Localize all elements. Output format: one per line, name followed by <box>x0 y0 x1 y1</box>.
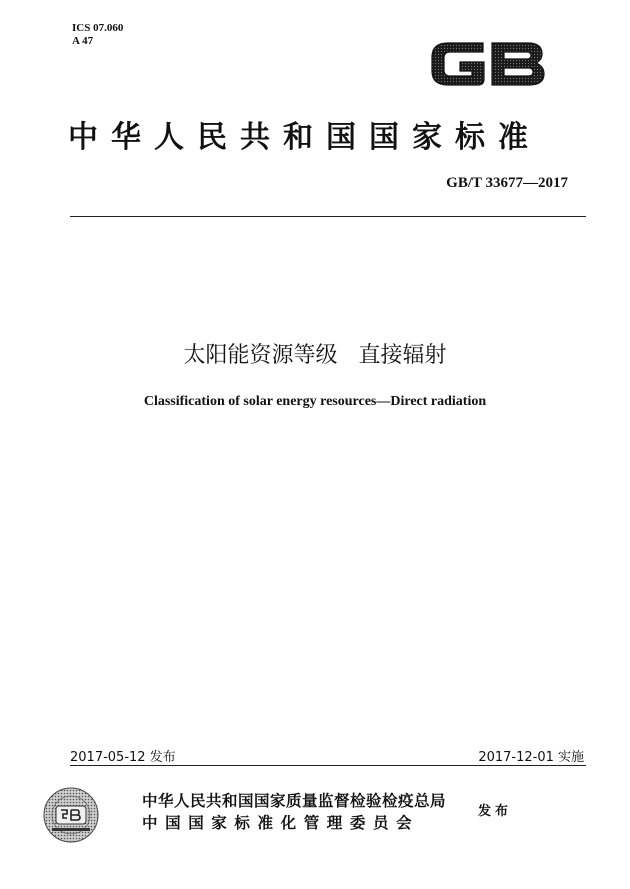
implementation-date: 2017-12-01 实施 <box>478 750 584 765</box>
top-divider <box>70 216 586 217</box>
english-title: Classification of solar energy resources—Direct radiation <box>143 394 487 409</box>
publish-label: 发布 <box>478 804 513 819</box>
official-seal-icon <box>42 786 100 844</box>
standard-number: GB/T 33677—2017 <box>446 175 568 191</box>
gb-logo <box>428 35 548 93</box>
ics-code: ICS 07.060 <box>72 22 124 34</box>
national-standard-title: 中华人民共和国国家标准 <box>68 120 541 155</box>
issuer-aqsiq: 中华人民共和国国家质量监督检验检疫总局 <box>142 792 447 810</box>
ccs-code: A 47 <box>72 35 94 47</box>
chinese-title: 太阳能资源等级 直接辐射 <box>183 343 447 368</box>
issuer-sac: 中国国家标准化管理委员会 <box>142 814 420 832</box>
issue-date: 2017-05-12 发布 <box>70 750 176 765</box>
classification-codes <box>72 22 123 48</box>
bottom-divider <box>70 765 586 766</box>
